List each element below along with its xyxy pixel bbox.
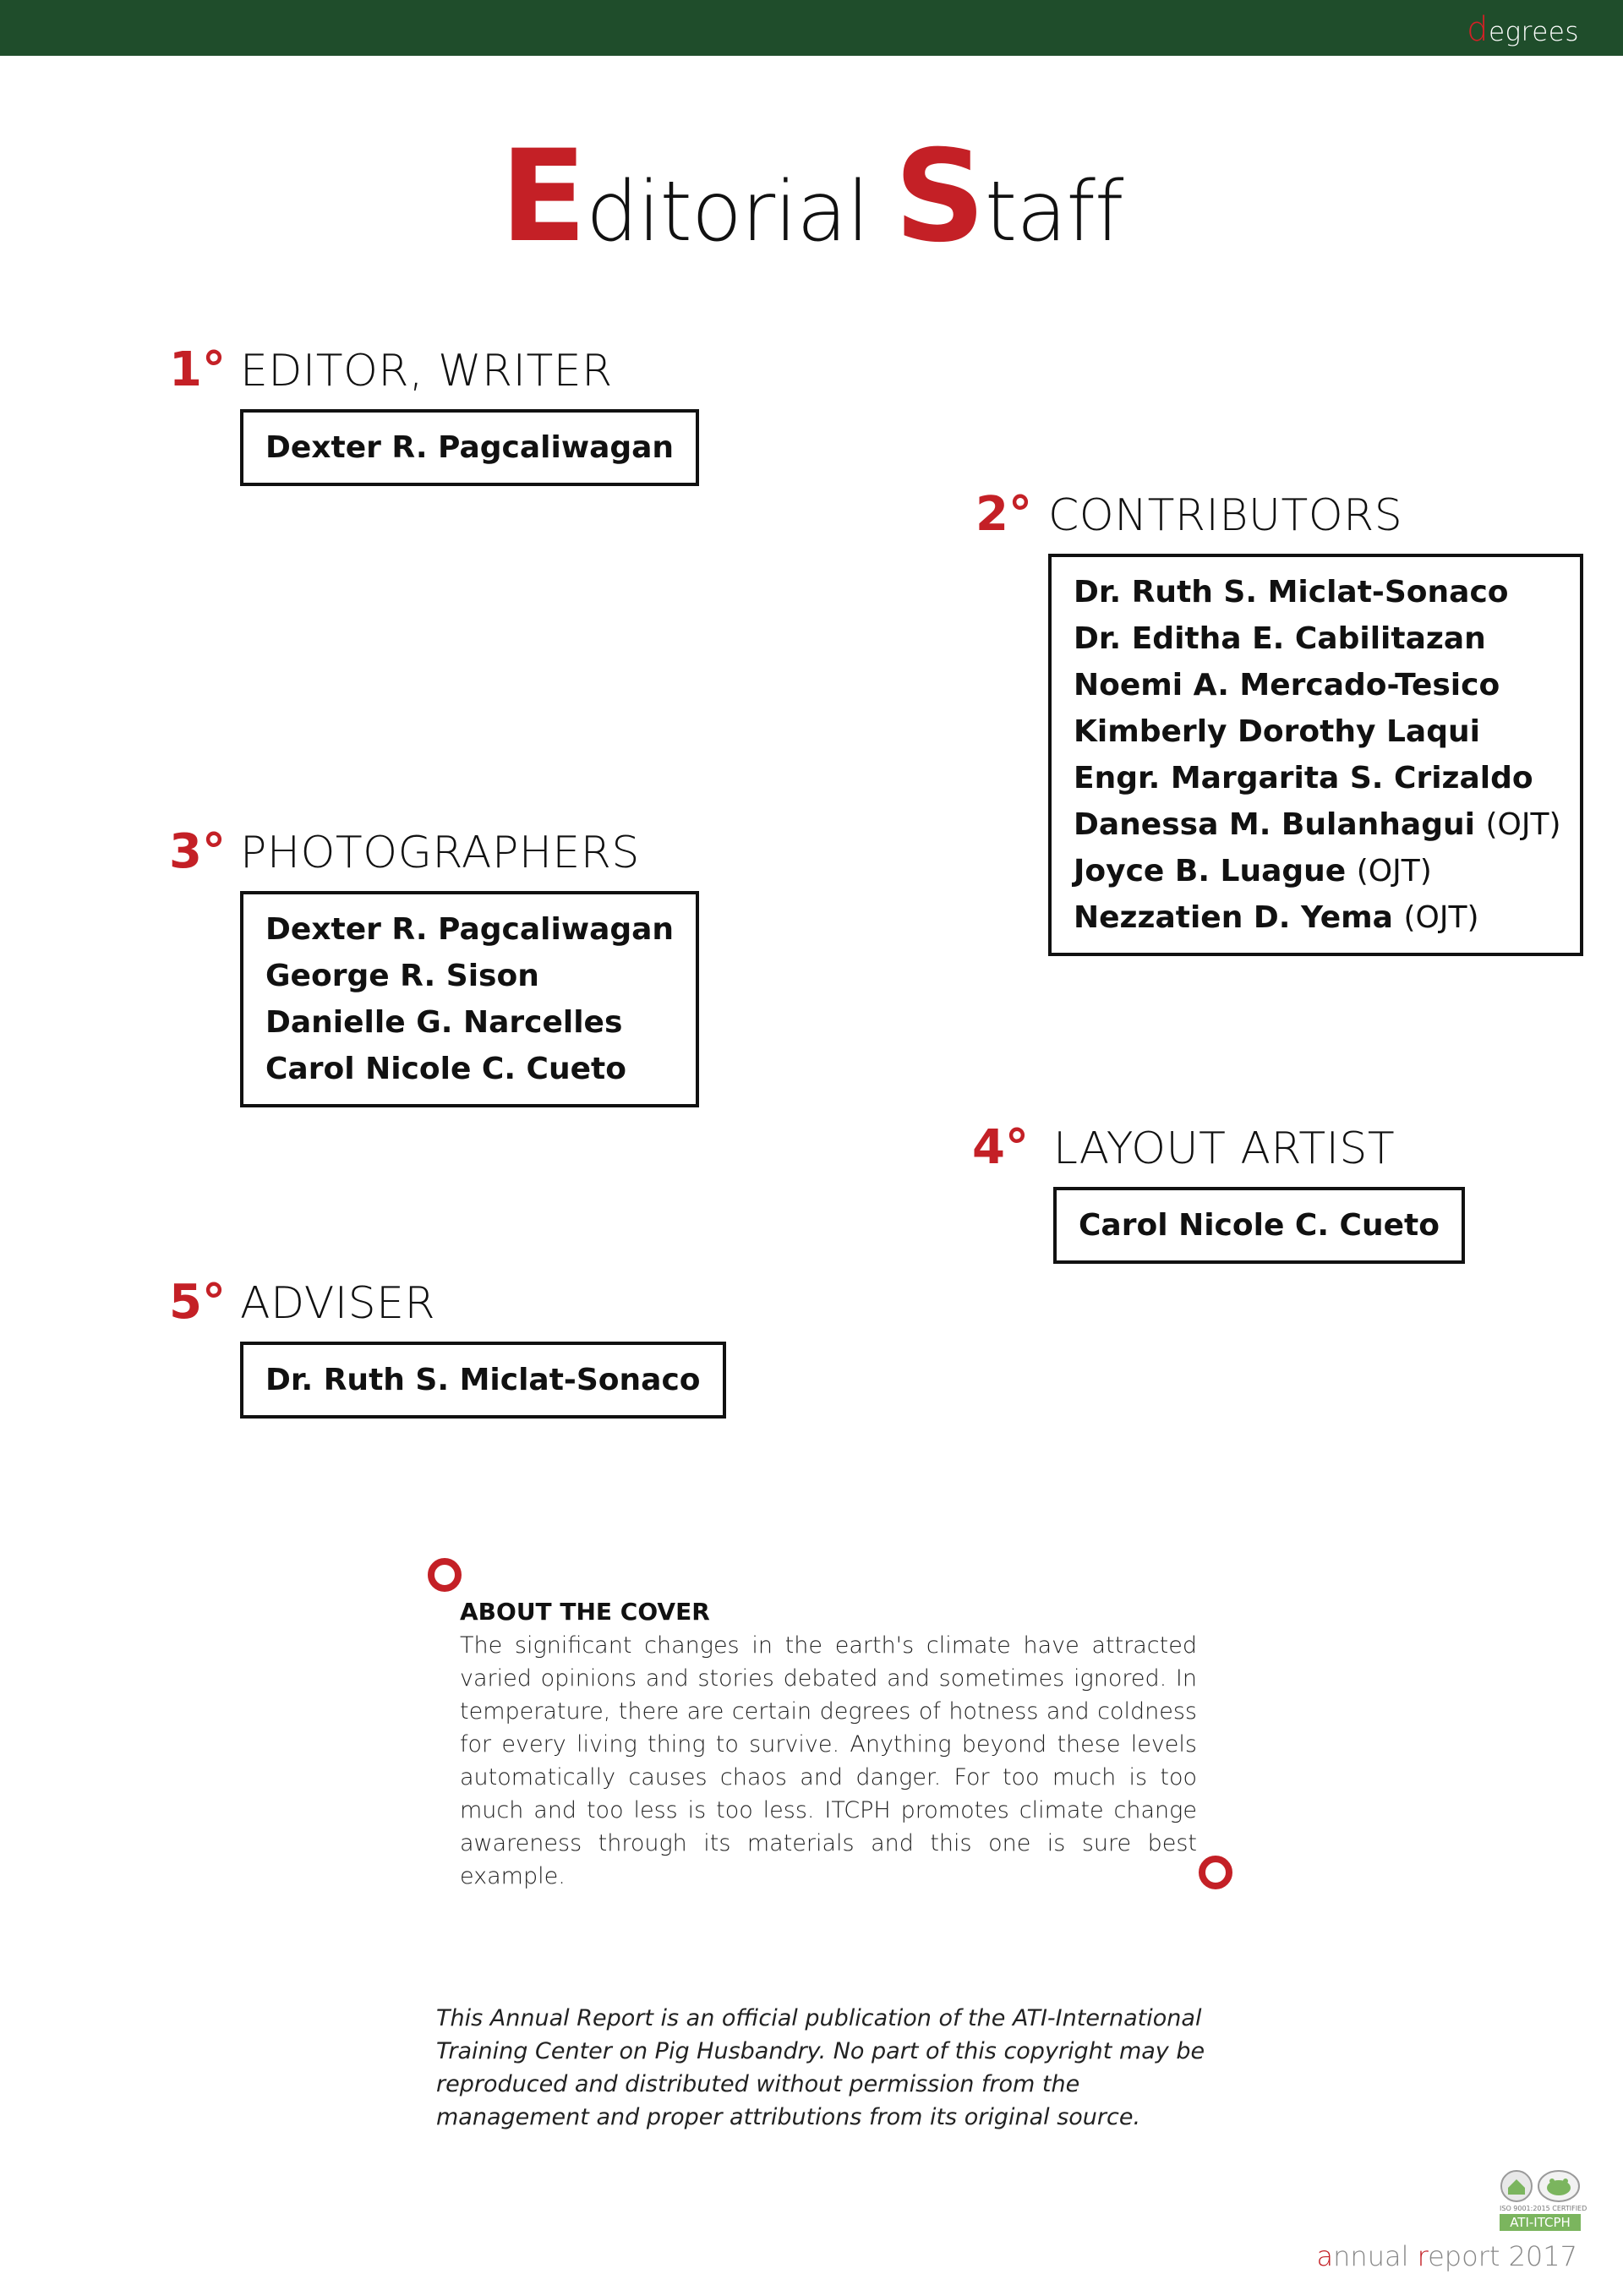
cover-heading: ABOUT THE COVER: [460, 1598, 710, 1626]
iso-cert-text: ISO 9001:2015 CERTIFIED: [1500, 2205, 1587, 2212]
footer-accent-a: a: [1316, 2240, 1334, 2272]
staff-name: Dr. Ruth S. Miclat-Sonaco: [265, 1363, 701, 1397]
degree-label: 3°: [169, 824, 226, 879]
staff-name: Joyce B. Luague: [1074, 854, 1347, 888]
iso-icons: [1500, 2169, 1581, 2203]
section-title: ADVISER: [240, 1278, 436, 1329]
section-photographers: [169, 824, 699, 1107]
house-seal-icon: [1500, 2169, 1533, 2203]
staff-name: Dexter R. Pagcaliwagan: [265, 912, 675, 947]
pig-seal-icon: [1537, 2169, 1581, 2203]
top-banner: [0, 0, 1623, 56]
iso-badge: ATI-ITCPH: [1500, 2214, 1581, 2231]
section-header: [169, 1275, 726, 1330]
footer-nnual: nnual: [1333, 2240, 1418, 2272]
section-editor: [169, 342, 699, 486]
staff-name: Carol Nicole C. Cueto: [1079, 1208, 1440, 1243]
staff-name: Carol Nicole C. Cueto: [265, 1052, 626, 1086]
names-box: [240, 1342, 726, 1419]
section-title: CONTRIBUTORS: [1048, 490, 1403, 541]
staff-name: Dr. Ruth S. Miclat-Sonaco: [1074, 575, 1509, 610]
staff-name: Kimberly Dorothy Laqui: [1074, 714, 1480, 749]
section-adviser: [169, 1275, 726, 1419]
section-layout-artist: [972, 1120, 1465, 1264]
iso-certification-logo: [1500, 2169, 1587, 2231]
ojt-note: (OJT): [1403, 900, 1479, 935]
staff-name: George R. Sison: [265, 959, 539, 993]
staff-name: Nezzatien D. Yema: [1074, 900, 1393, 935]
degree-label: 4°: [972, 1120, 1029, 1175]
footer-eport-year: eport 2017: [1428, 2240, 1577, 2272]
names-box: [1053, 1187, 1465, 1264]
footer-annual-report: [1317, 2240, 1577, 2272]
cover-body: The significant changes in the earth's climate have attracted varied opinions and stories debated and sometimes ignored. In temperature, there are certain degrees of hotness and coldness for every living thing to survive. Anything beyond these levels automatically causes chaos and danger. For too much is too much and too less is too less. ITCPH promotes climate change awareness through its materials and this one is sure best example.: [460, 1632, 1197, 1889]
staff-name: Dr. Editha E. Cabilitazan: [1074, 621, 1486, 656]
degree-label: 2°: [975, 487, 1032, 542]
names-box: [240, 409, 699, 486]
staff-name-ojt: [1074, 848, 1561, 894]
section-title: PHOTOGRAPHERS: [240, 828, 640, 878]
degree-label: 1°: [169, 342, 226, 397]
ojt-note: (OJT): [1485, 807, 1561, 842]
title-initial-e: E: [500, 123, 587, 271]
brand-degrees: [1467, 10, 1579, 49]
brand-rest: egrees: [1488, 17, 1579, 47]
page-title: [0, 123, 1623, 271]
section-contributors: [975, 487, 1583, 956]
title-word2-rest: taff: [984, 164, 1123, 260]
footer-accent-r: r: [1417, 2240, 1429, 2272]
staff-name-ojt: [1074, 801, 1561, 848]
staff-name: Danielle G. Narcelles: [265, 1005, 623, 1040]
section-title: EDITOR, WRITER: [240, 346, 613, 396]
names-box: [240, 891, 699, 1107]
ojt-note: (OJT): [1356, 854, 1432, 888]
staff-name: Engr. Margarita S. Crizaldo: [1074, 761, 1533, 795]
degree-label: 5°: [169, 1275, 226, 1330]
staff-name: Noemi A. Mercado-Tesico: [1074, 668, 1500, 702]
title-initial-s: S: [893, 123, 985, 271]
degree-circle-icon: [1199, 1856, 1232, 1889]
staff-name: Dexter R. Pagcaliwagan: [265, 430, 675, 465]
publication-disclaimer: This Annual Report is an official publication of the ATI-International Training Center on Pig Husbandry. No part of this copyright may be reproduced and distributed without permission from the management and proper attributions from its original source.: [436, 2005, 1205, 2130]
staff-name: Danessa M. Bulanhagui: [1074, 807, 1475, 842]
section-header: [972, 1120, 1465, 1175]
section-title: LAYOUT ARTIST: [1053, 1123, 1396, 1174]
section-header: [975, 487, 1583, 542]
about-the-cover: [460, 1598, 1197, 1893]
section-header: [169, 342, 699, 397]
title-word1-rest: ditorial: [586, 164, 869, 260]
brand-accent-letter: d: [1467, 10, 1489, 49]
section-header: [169, 824, 699, 879]
names-box: [1048, 554, 1583, 956]
degree-circle-icon: [428, 1558, 462, 1592]
staff-name-ojt: [1074, 894, 1561, 941]
